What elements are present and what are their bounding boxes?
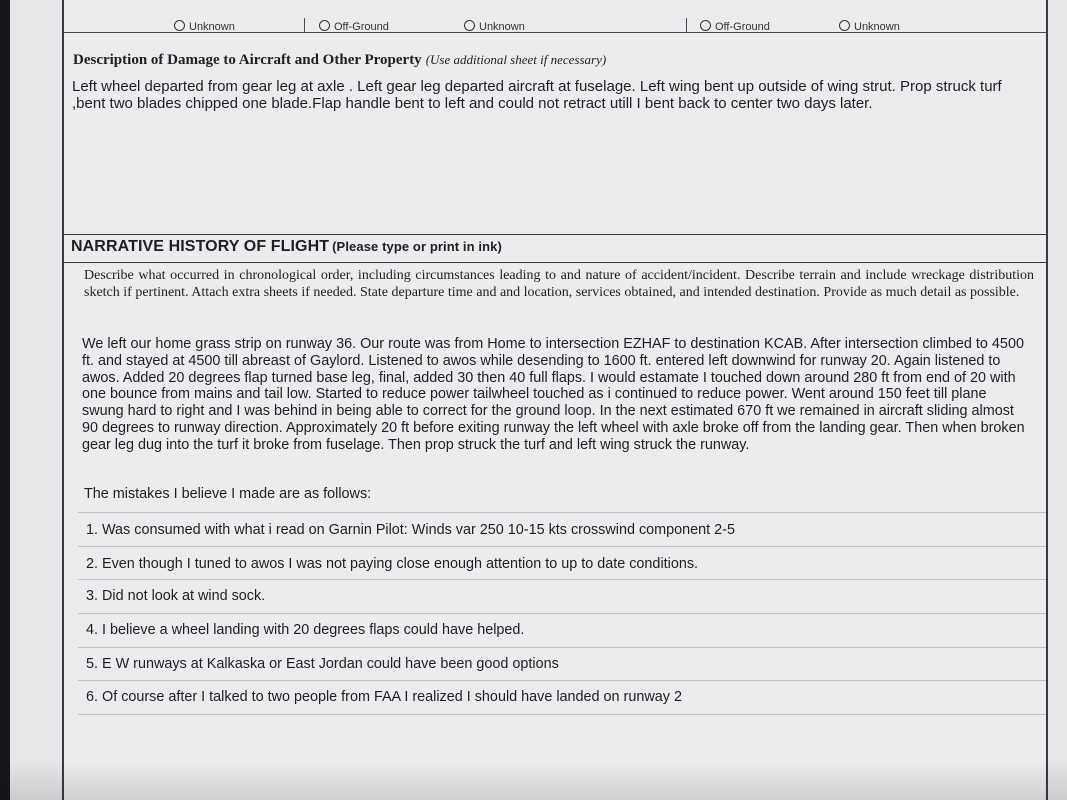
- row-divider: [78, 613, 1046, 614]
- divider: [304, 18, 305, 32]
- option-unknown-2[interactable]: Unknown: [464, 20, 525, 33]
- row-divider: [78, 546, 1046, 547]
- radio-circle-icon: [700, 20, 711, 31]
- mistake-item[interactable]: 2. Even though I tuned to awos I was not paying close enough attention to up to date conditions.: [86, 556, 699, 572]
- radio-circle-icon: [174, 20, 185, 31]
- mistake-item[interactable]: 6. Of course after I talked to two people from FAA I realized I should have landed on runway 2: [86, 689, 682, 705]
- divider: [686, 18, 687, 32]
- option-off-ground-2[interactable]: Off-Ground: [700, 20, 770, 33]
- row-divider: [78, 714, 1046, 715]
- row-divider: [78, 680, 1046, 681]
- damage-section-note: (Use additional sheet if necessary): [425, 52, 607, 67]
- option-off-ground-1[interactable]: Off-Ground: [319, 20, 389, 33]
- top-options-row: [64, 0, 1046, 33]
- damage-section-title: Description of Damage to Aircraft and Other Property (Use additional sheet if necessary): [73, 52, 607, 68]
- section-divider: [64, 262, 1046, 263]
- section-divider: [64, 234, 1046, 235]
- mistakes-intro[interactable]: The mistakes I believe I made are as follows:: [84, 486, 372, 502]
- option-unknown-1[interactable]: Unknown: [174, 20, 235, 33]
- mistake-item[interactable]: 3. Did not look at wind sock.: [86, 588, 266, 604]
- mistake-item[interactable]: 5. E W runways at Kalkaska or East Jordan could have been good options: [86, 656, 559, 672]
- row-divider: [78, 579, 1046, 580]
- narrative-section-subtitle: (Please type or print in ink): [332, 239, 502, 254]
- narrative-section-title: NARRATIVE HISTORY OF FLIGHT (Please type or print in ink): [71, 238, 502, 255]
- damage-description-field[interactable]: Left wheel departed from gear leg at axle . Left gear leg departed aircraft at fuselage. Left wing bent up outside of wing strut. Prop struck turf ,bent two blades chipped one blade.Flap handle bent to left and could not retract utill I bent back to center two days later.: [72, 78, 1002, 112]
- monitor-screen: [10, 0, 1067, 800]
- radio-circle-icon: [319, 20, 330, 31]
- narrative-instructions: Describe what occurred in chronological order, including circumstances leading to and nature of accident/incident. Describe terrain and include wreckage distribution sketch if pertinent. Attach extra sheets if needed. State departure time and and location, services obtained, and intended destination. Provide as much detail as possible.: [84, 268, 1034, 300]
- incident-report-form: [62, 0, 1048, 800]
- row-divider: [78, 512, 1046, 513]
- row-divider: [78, 647, 1046, 648]
- mistake-item[interactable]: 1. Was consumed with what i read on Garnin Pilot: Winds var 250 10-15 kts crosswind component 2-5: [86, 522, 735, 538]
- mistake-item[interactable]: 4. I believe a wheel landing with 20 degrees flaps could have helped.: [86, 622, 525, 638]
- option-unknown-3[interactable]: Unknown: [839, 20, 900, 33]
- narrative-text-field[interactable]: We left our home grass strip on runway 36. Our route was from Home to intersection EZHAF to destination KCAB. After intersection climbed to 4500 ft. and stayed at 4500 till abreast of Gaylord. Listened to awos while desending to 1600 ft. entered left downwind for runway 20. Again listened to awos. Added 20 degrees flap turned base leg, final, added 30 then 40 full flaps. I would estamate I touched down around 280 ft from end of 20 with one bounce from mains and tail low. Started to reduce power tailwheel touched as i continued to reduce power. Went around 150 feet till plane swung hard to right and I was behind in being able to correct for the ground loop. In the next estimated 670 ft we remained in aircraft sliding almost 90 degrees to runway direction. Approximately 20 ft before exiting runway the left wheel with axle broke off from the landing gear. Then when broken gear leg dug into the turf it broke from fuselage. Then prop struck the turf and left wing struck the runway.: [82, 336, 1025, 453]
- radio-circle-icon: [464, 20, 475, 31]
- radio-circle-icon: [839, 20, 850, 31]
